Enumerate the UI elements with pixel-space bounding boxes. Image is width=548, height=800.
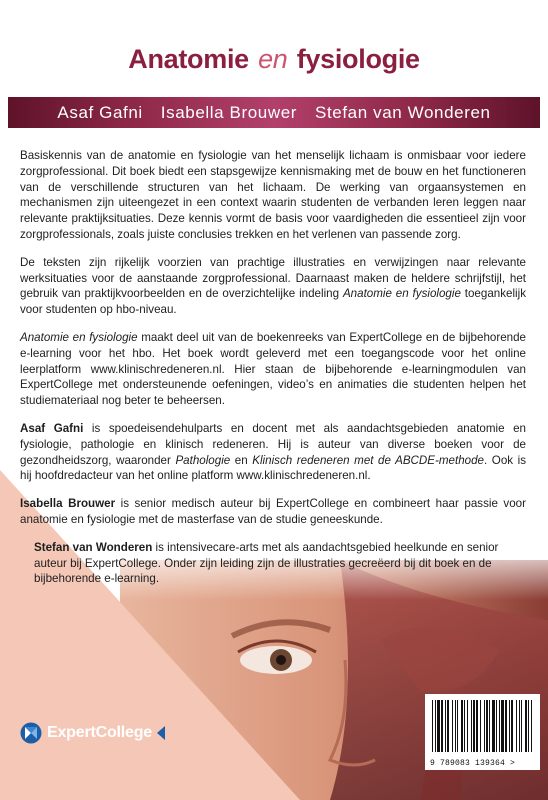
barcode-bar [489, 700, 490, 752]
bio-gafni-book-1: Pathologie [175, 453, 231, 467]
author-band [8, 97, 540, 128]
barcode-bar [435, 700, 436, 752]
back-cover-text [20, 148, 526, 599]
barcode-bar [525, 700, 527, 752]
barcode-bar [499, 700, 500, 752]
blurb-paragraph-2 [20, 255, 526, 318]
barcode-bar [432, 700, 433, 752]
book-title [0, 44, 548, 75]
barcode-bar [492, 700, 495, 752]
isbn-arrow: > [510, 759, 516, 768]
bio-gafni-name: Asaf Gafni [20, 421, 84, 435]
barcode-bar [484, 700, 485, 752]
barcode-bar [480, 700, 481, 752]
barcode-bar [445, 700, 446, 752]
barcode-bar [452, 700, 453, 752]
bio-gafni-book-2: Klinisch redeneren met de ABCDE-methode [252, 453, 485, 467]
barcode-bar [473, 700, 475, 752]
barcode-bar [486, 700, 488, 752]
barcode-bar [441, 700, 443, 752]
barcode-bar [457, 700, 458, 752]
barcode-bar [511, 700, 513, 752]
blurb-paragraph-3 [20, 330, 526, 409]
barcode-bar [496, 700, 497, 752]
author-name-3: Stefan van Wonderen [315, 102, 491, 122]
bio-gafni-text-3: . Ook is hij hoofdredacteur van het online platform www.klinischredeneren.nl. [20, 453, 526, 483]
isbn-digits: 9 789083 139364 [430, 759, 506, 768]
barcode-bar [505, 700, 507, 752]
author-name-1: Asaf Gafni [57, 102, 143, 122]
bio-brouwer [20, 496, 526, 528]
isbn-number [430, 759, 535, 768]
barcode-bar [501, 700, 504, 752]
barcode-bar [447, 700, 449, 752]
expertcollege-logo-icon [20, 722, 42, 744]
publisher-logo [20, 722, 165, 744]
blurb-paragraph-1: Basiskennis van de anatomie en fysiologie van het menselijk lichaam is onmisbaar voor iedere zorgprofessional. Dit boek biedt een stapsgewijze kennismaking met de bouw en het functioneren van de verschillende structuren van het lichaam. De werking van orgaansystemen en mechanismen zijn uiteengezet in een context waarin studenten de verbanden leren leggen naar relevante praktijksituaties. Deze kennis vormt de basis voor vaardigheden die essentieel zijn voor zorgprofessionals, zoals juiste conclusies trekken en het verlenen van passende zorg. [20, 149, 526, 241]
blurb-p3-rest: maakt deel uit van de boekenreeks van ExpertCollege en de bijbehorende e-learning voor het hbo. Het boek wordt geleverd met een toegangscode voor het online leerplatform www.klinischredeneren.nl. Hier staan de bijbehorende e-learningmodulen van ExpertCollege met ondersteunende oefeningen, video’s en animaties die studenten helpen het studiemateriaal nog beter te beheersen. [20, 330, 527, 408]
barcode-bar [521, 700, 522, 752]
bio-gafni-text-1: is spoedeisendehulparts en docent met als aandachtsgebieden anatomie en fysiologie, pathologie en klinisch redeneren. Hij is auteur van diverse boeken voor de gezondheidszorg, waaronder [20, 421, 527, 467]
bio-van-wonderen [20, 540, 526, 587]
book-title-part1: Anatomie [128, 44, 249, 74]
barcode-bar [471, 700, 472, 752]
blurb-p2-start: De teksten zijn rijkelijk voorzien van prachtige illustraties en verwijzingen naar relevante werksituaties voor de aanstaande zorgprofessional. Daarnaast maken de heldere schrijfstijl, het gebruik van praktijkvoorbeelden en de overzichtelijke indeling [20, 255, 526, 301]
chevron-left-icon [157, 726, 165, 740]
barcode-bar [509, 700, 510, 752]
barcode-bar [464, 700, 465, 752]
barcode-bar [531, 700, 532, 752]
blurb-p2-book-title: Anatomie en fysiologie [342, 287, 461, 301]
bio-brouwer-text: is senior medisch auteur bij ExpertCollege en combineert haar passie voor anatomie en fysiologie met de masterfase van de studie geneeskunde. [20, 497, 526, 526]
barcode-bar [437, 700, 440, 752]
author-name-2: Isabella Brouwer [160, 102, 298, 122]
bio-gafni [20, 421, 526, 484]
barcode-bar [467, 700, 468, 752]
book-title-conjunction: en [258, 44, 288, 74]
barcode-bars [430, 700, 535, 752]
bio-gafni-text-2: en [230, 453, 253, 467]
bio-van-wonderen-text: is intensivecare-arts met als aandachtsgebied heelkunde en senior auteur bij ExpertCollege. Onder zijn leiding zijn de illustraties gecreëerd bij dit boek en de bijbehorende e-learning. [34, 540, 499, 586]
barcode-bar [476, 700, 478, 752]
barcode-bar [528, 700, 529, 752]
barcode-bar [461, 700, 463, 752]
blurb-p2-end: toegankelijk voor studenten op hbo-niveau. [20, 287, 526, 317]
barcode-bar [516, 700, 517, 752]
book-title-part2: fysiologie [296, 44, 420, 74]
publisher-name: ExpertCollege [47, 724, 152, 741]
blurb-p3-book-title: Anatomie en fysiologie [20, 330, 138, 344]
barcode-bar [455, 700, 456, 752]
barcode-bar [519, 700, 520, 752]
bio-van-wonderen-name: Stefan van Wonderen [34, 540, 153, 554]
isbn-barcode [425, 694, 540, 770]
bio-brouwer-name: Isabella Brouwer [20, 497, 116, 511]
